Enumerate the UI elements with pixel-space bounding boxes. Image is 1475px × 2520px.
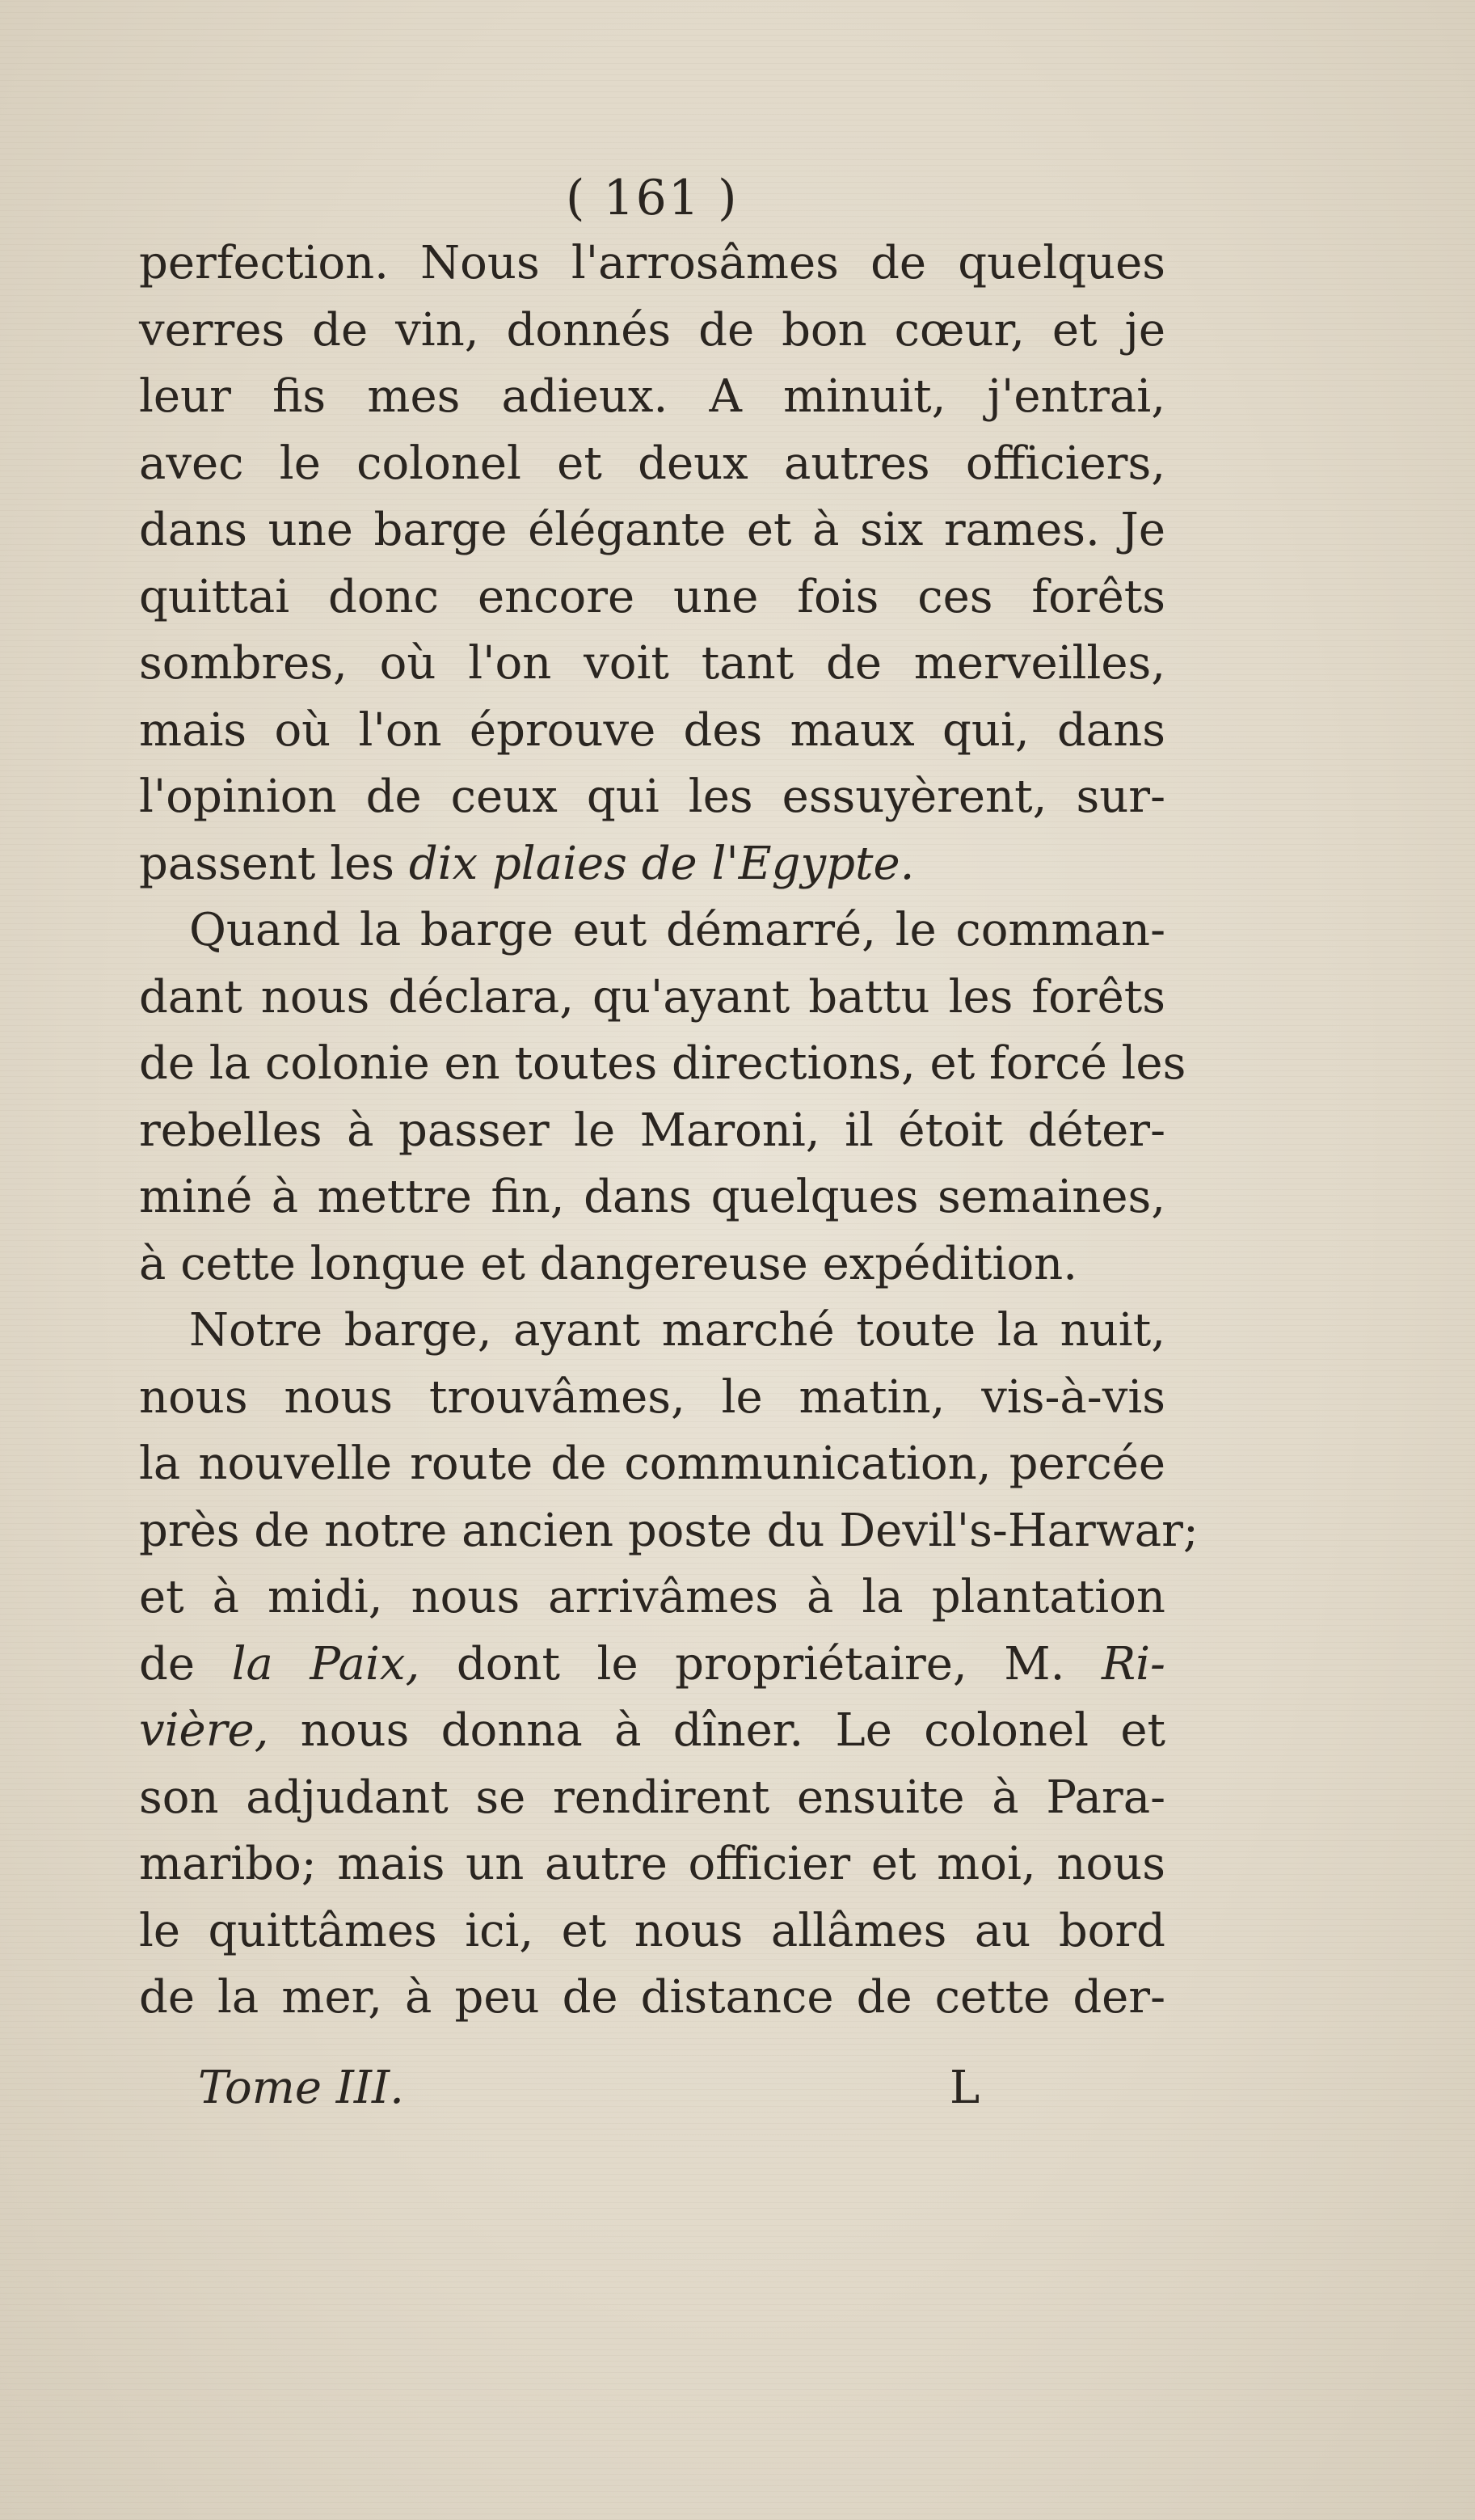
text-line: et à midi, nous arrivâmes à la plantation	[139, 1571, 1165, 1623]
body-text	[139, 230, 1199, 2032]
text-line	[139, 1698, 1165, 1765]
text-line: de la colonie en toutes directions, et forcé les	[139, 1037, 1186, 1090]
text-line: quittai donc encore une fois ces forêts	[139, 570, 1165, 623]
text-line: dans une barge élégante et à six rames. Je	[139, 504, 1165, 556]
text-line: avec le colonel et deux autres officiers,	[139, 437, 1165, 490]
italic-phrase: vière,	[139, 1704, 269, 1757]
text-run: passent les	[139, 837, 409, 890]
text-line: Notre barge, ayant marché toute la nuit,	[189, 1304, 1165, 1357]
text-line: dant nous déclara, qu'ayant battu les forêts	[139, 970, 1165, 1024]
text-line: à cette longue et dangereuse expédition.	[139, 1237, 1078, 1290]
text-line: rebelles à passer le Maroni, il étoit déter-	[139, 1104, 1165, 1157]
text-line: verres de vin, donnés de bon cœur, et je	[139, 303, 1165, 357]
text-line	[139, 831, 1165, 898]
text-line: perfection. Nous l'arrosâmes de quelques	[139, 237, 1165, 289]
text-line: son adjudant se rendirent ensuite à Para-	[139, 1771, 1165, 1824]
volume-title: Tome III.	[198, 2062, 404, 2114]
text-line: le quittâmes ici, et nous allâmes au bord	[139, 1904, 1165, 1957]
page-number: ( 161 )	[566, 170, 739, 226]
italic-phrase: dix plaies de l'Egypte.	[408, 837, 915, 890]
text-line: mais où l'on éprouve des maux qui, dans	[139, 703, 1165, 757]
text-line: de la mer, à peu de distance de cette der-	[139, 1971, 1165, 2024]
italic-phrase: Ri-	[1101, 1637, 1165, 1691]
text-line: la nouvelle route de communication, percée	[139, 1437, 1165, 1490]
signature-mark: L	[950, 2062, 980, 2114]
text-line: l'opinion de ceux qui les essuyèrent, sur-	[139, 770, 1165, 823]
text-line: près de notre ancien poste du Devil's-Harwar;	[139, 1504, 1199, 1557]
text-run: nous donna à dîner. Le colonel et	[268, 1704, 1165, 1757]
text-line: miné à mettre fin, dans quelques semaines,	[139, 1171, 1165, 1223]
text-line: sombres, où l'on voit tant de merveilles,	[139, 637, 1165, 690]
italic-phrase: la Paix,	[231, 1637, 420, 1691]
text-line: maribo; mais un autre officier et moi, nous	[139, 1838, 1165, 1890]
text-run: de	[139, 1637, 232, 1691]
text-line: leur fis mes adieux. A minuit, j'entrai,	[139, 370, 1165, 423]
text-line: nous nous trouvâmes, le matin, vis-à-vis	[139, 1370, 1165, 1424]
text-line: Quand la barge eut démarré, le comman-	[189, 904, 1165, 956]
text-run: dont le propriétaire, M.	[419, 1637, 1102, 1691]
text-line	[139, 1631, 1165, 1699]
